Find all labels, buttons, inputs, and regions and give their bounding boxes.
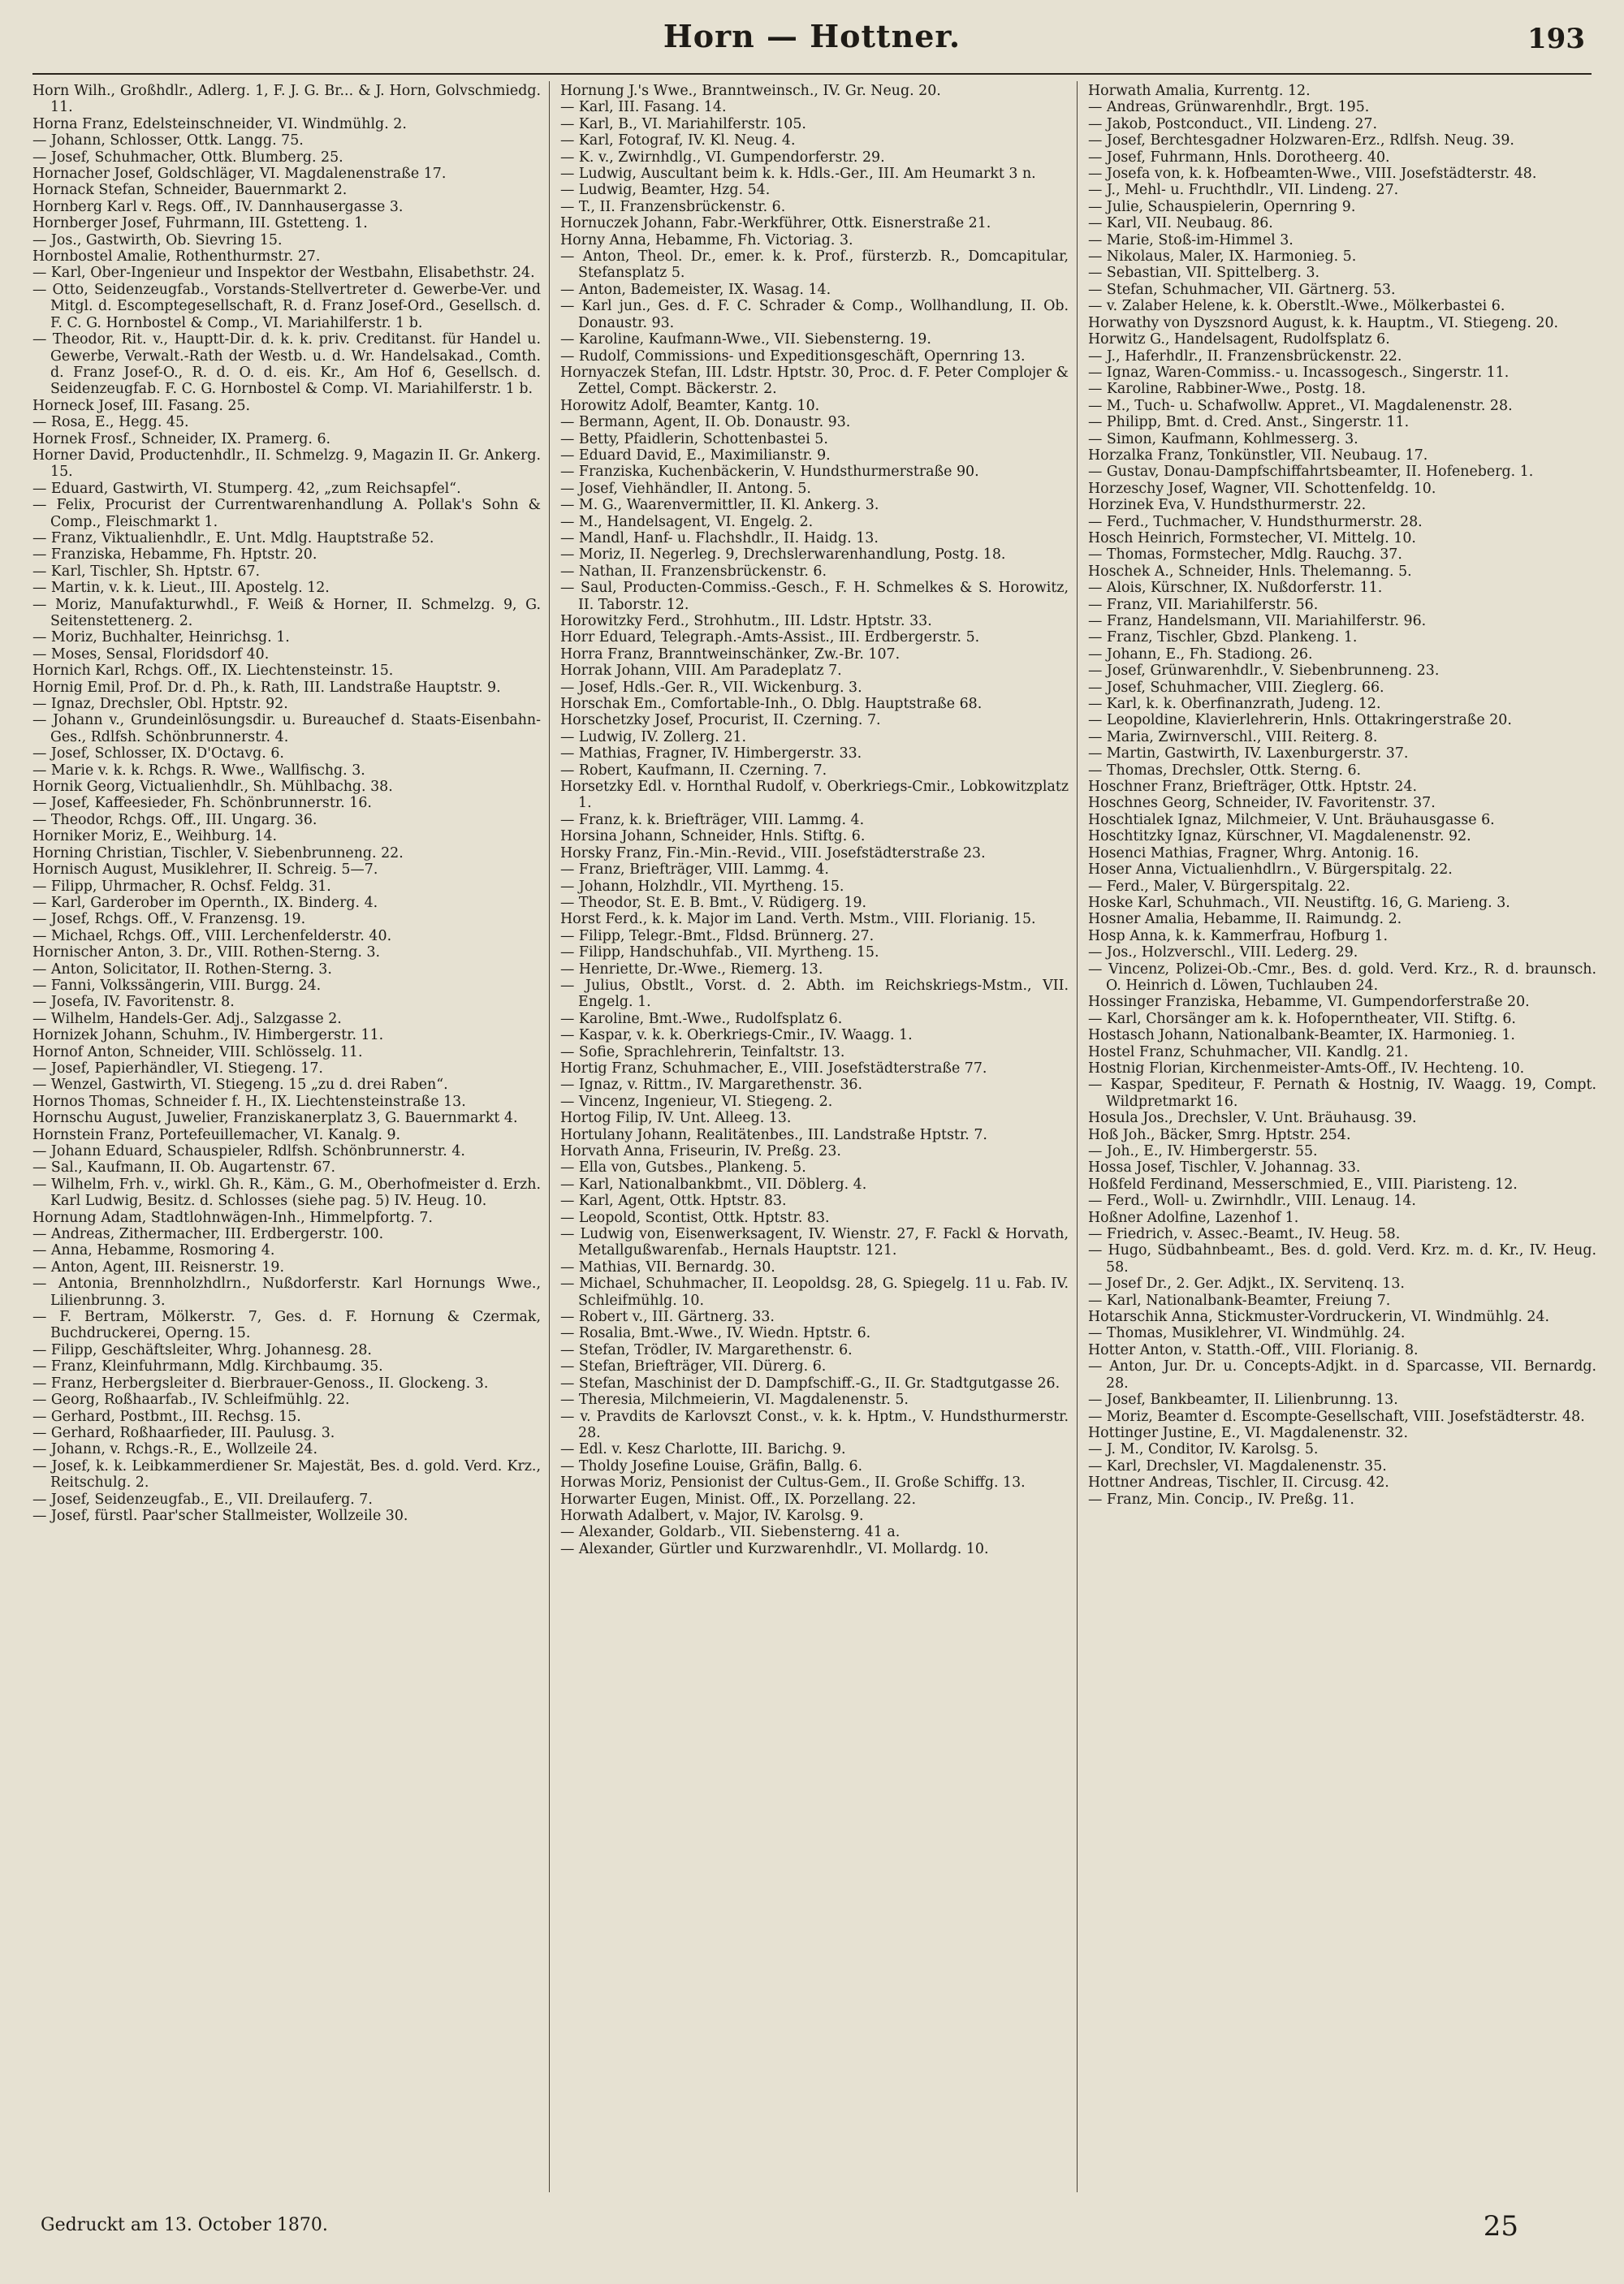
directory-entry: Hostel Franz, Schuhmacher, VII. Kandlg. 21.: [1088, 1043, 1409, 1060]
directory-entry: Horwath Amalia, Kurrentg. 12.: [1088, 83, 1311, 99]
directory-entry: Hossinger Franziska, Hebamme, VI. Gumpendorferstraße 20.: [1088, 994, 1530, 1011]
directory-entry: — Moriz, II. Negerleg. 9, Drechslerwarenhandlung, Postg. 18.: [560, 546, 1006, 563]
directory-entry: Hornisch August, Musiklehrer, II. Schreig. 5—7.: [32, 861, 378, 879]
page-footer: [32, 2210, 1592, 2251]
directory-entry: — Josef, Berchtesgadner Holzwaren-Erz., Rdlfsh. Neug. 39.: [1088, 132, 1514, 149]
directory-entry: — Eduard David, E., Maximilianstr. 9.: [560, 447, 831, 464]
directory-entry: — J., Haferhdlr., II. Franzensbrückenstr. 22.: [1088, 348, 1402, 365]
directory-entry: Horwas Moriz, Pensionist der Cultus-Gem., II. Große Schiffg. 13.: [560, 1474, 1026, 1492]
directory-entry: Hornich Karl, Rchgs. Off., IX. Liechtensteinstr. 15.: [32, 663, 394, 680]
directory-entry: — Karl jun., Ges. d. F. C. Schrader & Comp., Wollhandlung, II. Ob. Donaustr. 93.: [560, 298, 1069, 331]
directory-entry: — Sebastian, VII. Spittelberg. 3.: [1088, 265, 1320, 282]
directory-entry: Horzalka Franz, Tonkünstler, VII. Neubaug. 17.: [1088, 447, 1428, 464]
directory-entry: Hotarschik Anna, Stickmuster-Vordruckerin, VI. Windmühlg. 24.: [1088, 1309, 1550, 1326]
directory-entry: Horst Ferd., k. k. Major im Land. Verth. Mstm., VIII. Florianig. 15.: [560, 911, 1036, 928]
directory-entry: — Filipp, Handschuhfab., VII. Myrtheng. 15.: [560, 944, 879, 961]
directory-entry: — Ignaz, Drechsler, Obl. Hptstr. 92.: [32, 696, 288, 713]
directory-entry: Hornyaczek Stefan, III. Ldstr. Hptstr. 30, Proc. d. F. Peter Complojer & Zettel, Compt. Bäckerstr. 2.: [560, 364, 1069, 398]
directory-entry: — Josef, Schlosser, IX. D'Octavg. 6.: [32, 745, 284, 762]
directory-entry: — Karl, Drechsler, VI. Magdalenenstr. 35.: [1088, 1457, 1387, 1474]
directory-entry: — Simon, Kaufmann, Kohlmesserg. 3.: [1088, 430, 1358, 447]
directory-entry: — Anton, Jur. Dr. u. Concepts-Adjkt. in d. Sparcasse, VII. Bernardg. 28.: [1088, 1358, 1596, 1392]
directory-entry: Hottinger Justine, E., VI. Magdalenenstr. 32.: [1088, 1424, 1408, 1441]
directory-entry: — Maria, Zwirnverschl., VIII. Reiterg. 8.: [1088, 728, 1378, 745]
directory-entry: — Josef, Rchgs. Off., V. Franzensg. 19.: [32, 911, 306, 928]
directory-entry: — Karl, Garderober im Opernth., IX. Binderg. 4.: [32, 894, 378, 911]
directory-entry: Horowitz Adolf, Beamter, Kantg. 10.: [560, 397, 820, 414]
directory-entry: — Moriz, Beamter d. Escompte-Gesellschaft, VIII. Josefstädterstr. 48.: [1088, 1408, 1585, 1425]
directory-entry: Horvath Anna, Friseurin, IV. Preßg. 23.: [560, 1143, 841, 1159]
directory-entry: Horowitzky Ferd., Strohhutm., III. Ldstr. Hptstr. 33.: [560, 613, 932, 629]
directory-entry: — Theodor, St. E. B. Bmt., V. Rüdigerg. 19.: [560, 894, 867, 911]
directory-entry: Horniker Moriz, E., Weihburg. 14.: [32, 828, 278, 845]
directory-entry: Horner David, Productenhdlr., II. Schmelzg. 9, Magazin II. Gr. Ankerg. 15.: [32, 447, 541, 481]
directory-entry: — Tholdy Josefine Louise, Gräfin, Ballg. 6.: [560, 1457, 863, 1474]
directory-entry: — Alexander, Gürtler und Kurzwarenhdlr., VI. Mollardg. 10.: [560, 1540, 989, 1557]
directory-entry: — Jakob, Postconduct., VII. Lindeng. 27.: [1088, 115, 1378, 132]
directory-entry: — Johann, Holzhdlr., VII. Myrtheng. 15.: [560, 878, 844, 895]
directory-entry: — Franz, Tischler, Gbzd. Plankeng. 1.: [1088, 629, 1358, 646]
directory-entry: — Betty, Pfaidlerin, Schottenbastei 5.: [560, 430, 828, 447]
directory-entry: — J. M., Conditor, IV. Karolsg. 5.: [1088, 1441, 1319, 1458]
directory-entry: — Mandl, Hanf- u. Flachshdlr., II. Haidg. 13.: [560, 529, 879, 546]
directory-entry: Hornuczek Johann, Fabr.-Werkführer, Ottk. Eisnerstraße 21.: [560, 215, 991, 232]
directory-entry: — Mathias, VII. Bernardg. 30.: [560, 1259, 775, 1276]
directory-entry: Horn Wilh., Großhdlr., Adlerg. 1, F. J. G. Br... & J. Horn, Golvschmiedg. 11.: [32, 83, 541, 116]
directory-entry: — Moriz, Manufakturwhdl., F. Weiß & Horner, II. Schmelzg. 9, G. Seitenstettenerg. 2.: [32, 596, 541, 629]
directory-entry: — Thomas, Musiklehrer, VI. Windmühlg. 24.: [1088, 1325, 1406, 1342]
directory-entry: Hosula Jos., Drechsler, V. Unt. Bräuhausg. 39.: [1088, 1110, 1417, 1127]
directory-entry: Hoßner Adolfine, Lazenhof 1.: [1088, 1209, 1299, 1226]
directory-entry: — Franz, VII. Mariahilferstr. 56.: [1088, 596, 1319, 613]
directory-entry: — Karl, Ober-Ingenieur und Inspektor der Westbahn, Elisabethstr. 24.: [32, 265, 535, 282]
directory-entry: Hossa Josef, Tischler, V. Johannag. 33.: [1088, 1159, 1361, 1177]
directory-entry: Hoßfeld Ferdinand, Messerschmied, E., VIII. Piaristeng. 12.: [1088, 1176, 1518, 1193]
directory-entry: — Johann, E., Fh. Stadiong. 26.: [1088, 645, 1313, 663]
directory-entry: — Franz, Kleinfuhrmann, Mdlg. Kirchbaumg. 35.: [32, 1358, 383, 1375]
directory-entry: — Anton, Theol. Dr., emer. k. k. Prof., fürsterzb. R., Domcapitular, Stefansplatz 5.: [560, 248, 1069, 282]
directory-entry: Hoschnes Georg, Schneider, IV. Favoritenstr. 37.: [1088, 795, 1436, 812]
directory-entry: Hornschu August, Juwelier, Franziskanerplatz 3, G. Bauernmarkt 4.: [32, 1110, 518, 1127]
column-divider: [549, 81, 550, 2192]
directory-entry: — Otto, Seidenzeugfab., Vorstands-Stellvertreter d. Gewerbe-Ver. und Mitgl. d. Escomptegesellschaft, R. d. Franz Josef-Ord., Gesellsch. d. F. C. G. Hornbostel & Comp., VI. Mariahilferstr. 1 b.: [32, 281, 541, 331]
directory-entry: Hosp Anna, k. k. Kammerfrau, Hofburg 1.: [1088, 927, 1389, 944]
directory-entry: — Andreas, Grünwarenhdlr., Brgt. 195.: [1088, 99, 1370, 116]
directory-entry: Hornack Stefan, Schneider, Bauernmarkt 2.: [32, 182, 348, 199]
directory-entry: — Franz, k. k. Briefträger, VIII. Lammg. 4.: [560, 811, 865, 828]
directory-entry: Horneck Josef, III. Fasang. 25.: [32, 397, 251, 414]
directory-entry: — Georg, Roßhaarfab., IV. Schleifmühlg. 22.: [32, 1392, 350, 1409]
directory-entry: — Karoline, Bmt.-Wwe., Rudolfsplatz 6.: [560, 1010, 843, 1027]
directory-entry: — Filipp, Geschäftsleiter, Whrg. Johannesg. 28.: [32, 1341, 372, 1358]
directory-entry: — Stefan, Maschinist der D. Dampfschiff.-G., II. Gr. Stadtgutgasse 26.: [560, 1375, 1060, 1392]
directory-entry: — Josef Dr., 2. Ger. Adjkt., IX. Servitenq. 13.: [1088, 1276, 1405, 1293]
directory-entry: — Franz, Briefträger, VIII. Lammg. 4.: [560, 861, 829, 879]
directory-entry: — Theodor, Rit. v., Hauptt-Dir. d. k. k. priv. Creditanst. für Handel u. Gewerbe, Verwalt.-Rath der Westb. u. d. Wr. Handelsakad., Comth. d. Franz Josef-O., R. d. O. d. eis. Kr., Am Hof 6, Gesellsch. d. Seidenzeugfab. F. C. G. Hornbostel & Comp. VI. Mariahilferstr. 1 b.: [32, 331, 541, 398]
column-right: [1088, 83, 1596, 2194]
directory-entry: Horna Franz, Edelsteinschneider, VI. Windmühlg. 2.: [32, 115, 407, 132]
directory-entry: — Stefan, Schuhmacher, VII. Gärtnerg. 53.: [1088, 281, 1396, 298]
directory-entry: — Saul, Producten-Commiss.-Gesch., F. H. Schmelkes & S. Horowitz, II. Taborstr. 12.: [560, 580, 1069, 613]
directory-entry: — Josef, Kaffeesieder, Fh. Schönbrunnerstr. 16.: [32, 795, 372, 812]
directory-entry: Hosch Heinrich, Formstecher, VI. Mittelg. 10.: [1088, 529, 1416, 546]
directory-entry: — Ferd., Maler, V. Bürgerspitalg. 22.: [1088, 878, 1350, 895]
directory-entry: — Josef, Papierhändler, VI. Stiegeng. 17.: [32, 1060, 323, 1077]
directory-entry: — M. G., Waarenvermittler, II. Kl. Ankerg. 3.: [560, 497, 879, 514]
directory-entry: — Theresia, Milchmeierin, VI. Magdalenenstr. 5.: [560, 1392, 909, 1409]
directory-entry: — Karl, Nationalbankbmt., VII. Döblerg. 4.: [560, 1176, 867, 1193]
directory-entry: — Michael, Schuhmacher, II. Leopoldsg. 28, G. Spiegelg. 11 u. Fab. IV. Schleifmühlg. 10.: [560, 1276, 1069, 1309]
directory-entry: — Thomas, Drechsler, Ottk. Sterng. 6.: [1088, 762, 1362, 779]
directory-entry: — Karl, Fotograf, IV. Kl. Neug. 4.: [560, 132, 796, 149]
directory-entry: Hostnig Florian, Kirchenmeister-Amts-Off., IV. Hechteng. 10.: [1088, 1060, 1525, 1077]
directory-entry: — Ferd., Tuchmacher, V. Hundsthurmerstr. 28.: [1088, 513, 1423, 530]
directory-entry: Horwitz G., Handelsagent, Rudolfsplatz 6.: [1088, 331, 1390, 348]
directory-entry: — Alexander, Goldarb., VII. Siebensterng. 41 a.: [560, 1524, 901, 1541]
directory-entry: — Karl, Tischler, Sh. Hptstr. 67.: [32, 563, 261, 580]
directory-entry: — Karl, III. Fasang. 14.: [560, 99, 727, 116]
directory-entry: Hornek Frosf., Schneider, IX. Pramerg. 6.: [32, 430, 331, 447]
column-divider: [1077, 81, 1078, 2192]
directory-entry: — Franz, Handelsmann, VII. Mariahilferstr. 96.: [1088, 613, 1427, 629]
directory-entry: Hornischer Anton, 3. Dr., VIII. Rothen-Sterng. 3.: [32, 944, 381, 961]
directory-entry: Hornberger Josef, Fuhrmann, III. Gstetteng. 1.: [32, 215, 368, 232]
directory-entry: — Josef, Hdls.-Ger. R., VII. Wickenburg. 3.: [560, 679, 862, 696]
directory-entry: — Franziska, Kuchenbäckerin, V. Hundsthurmerstraße 90.: [560, 464, 979, 481]
directory-entry: Horsetzky Edl. v. Hornthal Rudolf, v. Oberkriegs-Cmir., Lobkowitzplatz 1.: [560, 779, 1069, 812]
directory-entry: — Jos., Gastwirth, Ob. Sievring 15.: [32, 231, 283, 248]
directory-entry: Horr Eduard, Telegraph.-Amts-Assist., III. Erdbergerstr. 5.: [560, 629, 980, 646]
directory-entry: — Karl, B., VI. Mariahilferstr. 105.: [560, 115, 806, 132]
directory-entry: — Kaspar, v. k. k. Oberkriegs-Cmir., IV. Waagg. 1.: [560, 1027, 913, 1044]
directory-entry: Horzeschy Josef, Wagner, VII. Schottenfeldg. 10.: [1088, 480, 1436, 497]
directory-entry: — Ludwig, Beamter, Hzg. 54.: [560, 182, 771, 199]
directory-entry: — Nathan, II. Franzensbrückenstr. 6.: [560, 563, 827, 580]
directory-entry: Horwath Adalbert, v. Major, IV. Karolsg. 9.: [560, 1507, 864, 1524]
directory-entry: — Philipp, Bmt. d. Cred. Anst., Singerstr. 11.: [1088, 414, 1410, 431]
directory-entry: — Hugo, Südbahnbeamt., Bes. d. gold. Verd. Krz. m. d. Kr., IV. Heug. 58.: [1088, 1242, 1596, 1276]
directory-entry: Hornbostel Amalie, Rothenthurmstr. 27.: [32, 248, 321, 266]
directory-entry: — Marie, Stoß-im-Himmel 3.: [1088, 231, 1294, 248]
directory-entry: Hortog Filip, IV. Unt. Alleeg. 13.: [560, 1110, 792, 1127]
directory-entry: — M., Handelsagent, VI. Engelg. 2.: [560, 513, 814, 530]
directory-entry: Hoschek A., Schneider, Hnls. Thelemanng. 5.: [1088, 563, 1412, 580]
directory-entry: — Fanni, Volkssängerin, VIII. Burgg. 24.: [32, 977, 322, 994]
directory-entry: — Mathias, Fragner, IV. Himbergerstr. 33.: [560, 745, 862, 762]
directory-entry: — Josef, Viehhändler, II. Antong. 5.: [560, 480, 811, 497]
directory-entry: — Wilhelm, Frh. v., wirkl. Gh. R., Käm., G. M., Oberhofmeister d. Erzh. Karl Ludwig, Besitz. d. Schlosses (siehe pag. 5) IV. Heug. 10.: [32, 1176, 541, 1210]
directory-entry: Horrak Johann, VIII. Am Paradeplatz 7.: [560, 663, 842, 680]
directory-entry: — Anna, Hebamme, Rosmoring 4.: [32, 1242, 275, 1259]
directory-entry: — Marie v. k. k. Rchgs. R. Wwe., Wallfischg. 3.: [32, 762, 365, 779]
directory-entry: — T., II. Franzensbrückenstr. 6.: [560, 198, 786, 215]
directory-entry: — Franz, Viktualienhdlr., E. Unt. Mdlg. Hauptstraße 52.: [32, 529, 434, 546]
directory-entry: — Vincenz, Polizei-Ob.-Cmr., Bes. d. gold. Verd. Krz., R. d. braunsch. O. Heinrich d. Löwen, Tuchlauben 24.: [1088, 961, 1596, 994]
directory-entry: Hornizek Johann, Schuhm., IV. Himbergerstr. 11.: [32, 1027, 384, 1044]
column-middle: [560, 83, 1069, 2194]
directory-entry: — Franziska, Hebamme, Fh. Hptstr. 20.: [32, 546, 317, 563]
directory-entry: Hornik Georg, Victualienhdlr., Sh. Mühlbachg. 38.: [32, 779, 393, 796]
directory-entry: Hoß Joh., Bäcker, Smrg. Hptstr. 254.: [1088, 1126, 1351, 1143]
directory-entry: Hornstein Franz, Portefeuillemacher, VI. Kanalg. 9.: [32, 1126, 401, 1143]
directory-entry: — v. Pravdits de Karlovszt Const., v. k. k. Hptm., V. Hundsthurmerstr. 28.: [560, 1408, 1069, 1441]
directory-entry: Hosner Amalia, Hebamme, II. Raimundg. 2.: [1088, 911, 1402, 928]
directory-entry: — Johann, v. Rchgs.-R., E., Wollzeile 24.: [32, 1441, 317, 1458]
directory-entry: — Filipp, Telegr.-Bmt., Fldsd. Brünnerg. 27.: [560, 927, 875, 944]
directory-entry: — Ignaz, v. Rittm., IV. Margarethenstr. 36.: [560, 1077, 862, 1094]
page-title: Horn — Hottner.: [663, 18, 961, 54]
directory-entry: — Martin, v. k. k. Lieut., III. Apostelg. 12.: [32, 580, 330, 597]
directory-entry: — Johann v., Grundeinlösungsdir. u. Bureauchef d. Staats-Eisenbahn-Ges., Rdlfsh. Schönbrunnerstr. 4.: [32, 712, 541, 745]
directory-entry: — Gerhard, Postbmt., III. Rechsg. 15.: [32, 1408, 301, 1425]
directory-entry: — Robert, Kaufmann, II. Czerning. 7.: [560, 762, 827, 779]
directory-entry: — Rudolf, Commissions- und Expeditionsgeschäft, Opernring 13.: [560, 348, 1026, 365]
directory-entry: Horwathy von Dyszsnord August, k. k. Hauptm., VI. Stiegeng. 20.: [1088, 314, 1559, 331]
directory-entry: — Antonia, Brennholzhdlrn., Nußdorferstr. Karl Hornungs Wwe., Lilienbrunng. 3.: [32, 1276, 541, 1309]
directory-entry: — Gerhard, Roßhaarfieder, III. Paulusg. 3.: [32, 1424, 335, 1441]
page-number: 193: [1527, 23, 1585, 55]
directory-entry: — Josef, Schuhmacher, Ottk. Blumberg. 25.: [32, 149, 343, 166]
directory-entry: — Robert v., III. Gärtnerg. 33.: [560, 1309, 775, 1326]
directory-entry: — M., Tuch- u. Schafwollw. Appret., VI. Magdalenenstr. 28.: [1088, 397, 1513, 414]
directory-entry: — Karl, VII. Neubaug. 86.: [1088, 215, 1273, 232]
directory-entry: Hoschner Franz, Briefträger, Ottk. Hptstr. 24.: [1088, 779, 1418, 796]
directory-entry: — Michael, Rchgs. Off., VIII. Lerchenfelderstr. 40.: [32, 927, 392, 944]
directory-entry: — Friedrich, v. Assec.-Beamt., IV. Heug. 58.: [1088, 1226, 1401, 1243]
directory-entry: — Julius, Obstlt., Vorst. d. 2. Abth. im Reichskriegs-Mstm., VII. Engelg. 1.: [560, 977, 1069, 1011]
directory-entry: — Gustav, Donau-Dampfschiffahrtsbeamter, II. Hofeneberg. 1.: [1088, 464, 1534, 481]
directory-entry: — Leopold, Scontist, Ottk. Hptstr. 83.: [560, 1209, 830, 1226]
directory-entry: — K. v., Zwirnhdlg., VI. Gumpendorferstr. 29.: [560, 149, 885, 166]
directory-entry: — Ludwig von, Eisenwerksagent, IV. Wienstr. 27, F. Fackl & Horvath, Metallgußwarenfab., Hernals Hauptstr. 121.: [560, 1226, 1069, 1259]
directory-entry: — Stefan, Trödler, IV. Margarethenstr. 6.: [560, 1341, 853, 1358]
directory-entry: — Rosa, E., Hegg. 45.: [32, 414, 189, 431]
directory-entry: Horning Christian, Tischler, V. Siebenbrunneng. 22.: [32, 844, 404, 861]
directory-entry: — Filipp, Uhrmacher, R. Ochsf. Feldg. 31.: [32, 878, 331, 895]
directory-entry: — Nikolaus, Maler, IX. Harmonieg. 5.: [1088, 248, 1357, 266]
directory-entry: Horzinek Eva, V. Hundsthurmerstr. 22.: [1088, 497, 1367, 514]
directory-entry: — Theodor, Rchgs. Off., III. Ungarg. 36.: [32, 811, 317, 828]
header-rule: [32, 73, 1592, 75]
directory-entry: Hottner Andreas, Tischler, II. Circusg. 42.: [1088, 1474, 1389, 1492]
directory-entry: Hotter Anton, v. Statth.-Off., VIII. Florianig. 8.: [1088, 1341, 1419, 1358]
directory-entry: — Bermann, Agent, II. Ob. Donaustr. 93.: [560, 414, 851, 431]
directory-entry: — Karl, Nationalbank-Beamter, Freiung 7.: [1088, 1292, 1391, 1309]
directory-entry: — Felix, Procurist der Currentwarenhandlung A. Pollak's Sohn & Comp., Fleischmarkt 1.: [32, 497, 541, 530]
sheet-signature: 25: [1483, 2210, 1518, 2243]
directory-entry: Horwarter Eugen, Minist. Off., IX. Porzellang. 22.: [560, 1491, 916, 1508]
directory-entry: — v. Zalaber Helene, k. k. Oberstlt.-Wwe., Mölkerbastei 6.: [1088, 298, 1505, 315]
directory-entry: — Edl. v. Kesz Charlotte, III. Barichg. 9.: [560, 1441, 846, 1458]
page-header: [0, 18, 1624, 67]
directory-entry: — Eduard, Gastwirth, VI. Stumperg. 42, „zum Reichsapfel“.: [32, 480, 461, 497]
directory-entry: — Karoline, Rabbiner-Wwe., Postg. 18.: [1088, 381, 1367, 398]
directory-entry: — Moriz, Buchhalter, Heinrichsg. 1.: [32, 629, 290, 646]
directory-entry: — Wenzel, Gastwirth, VI. Stiegeng. 15 „zu d. drei Raben“.: [32, 1077, 448, 1094]
directory-entry: — Henriette, Dr.-Wwe., Riemerg. 13.: [560, 961, 823, 978]
directory-entry: — Josefa von, k. k. Hofbeamten-Wwe., VIII. Josefstädterstr. 48.: [1088, 166, 1537, 183]
directory-entry: — Julie, Schauspielerin, Opernring 9.: [1088, 198, 1356, 215]
directory-entry: Horschetzky Josef, Procurist, II. Czerning. 7.: [560, 712, 881, 729]
directory-entry: — Ignaz, Waren-Commiss.- u. Incassogesch., Singerstr. 11.: [1088, 364, 1510, 381]
directory-entry: Hortig Franz, Schuhmacher, E., VIII. Josefstädterstraße 77.: [560, 1060, 987, 1077]
directory-entry: — Karoline, Kaufmann-Wwe., VII. Siebensterng. 19.: [560, 331, 931, 348]
directory-entry: — Kaspar, Spediteur, F. Pernath & Hostnig, IV. Waagg. 19, Compt. Wildpretmarkt 16.: [1088, 1077, 1596, 1110]
directory-entry: — Anton, Agent, III. Reisnerstr. 19.: [32, 1259, 284, 1276]
directory-entry: — Josef, Schuhmacher, VIII. Zieglerg. 66.: [1088, 679, 1384, 696]
directory-entry: Hornig Emil, Prof. Dr. d. Ph., k. Rath, III. Landstraße Hauptstr. 9.: [32, 679, 501, 696]
directory-entry: — Karl, Agent, Ottk. Hptstr. 83.: [560, 1193, 787, 1210]
directory-entry: — Anton, Solicitator, II. Rothen-Sterng. 3.: [32, 961, 332, 978]
directory-entry: — Moses, Sensal, Floridsdorf 40.: [32, 645, 270, 663]
directory-entry: Hornberg Karl v. Regs. Off., IV. Dannhausergasse 3.: [32, 198, 404, 215]
directory-entry: Hoschtitzky Ignaz, Kürschner, VI. Magdalenenstr. 92.: [1088, 828, 1471, 845]
directory-entry: — Alois, Kürschner, IX. Nußdorferstr. 11.: [1088, 580, 1383, 597]
directory-entry: — Josef, k. k. Leibkammerdiener Sr. Majestät, Bes. d. gold. Verd. Krz., Reitschulg. 2.: [32, 1457, 541, 1492]
directory-entry: — Anton, Bademeister, IX. Wasag. 14.: [560, 281, 831, 298]
directory-entry: — Johann Eduard, Schauspieler, Rdlfsh. Schönbrunnerstr. 4.: [32, 1143, 465, 1159]
directory-entry: Hornos Thomas, Schneider f. H., IX. Liechtensteinstraße 13.: [32, 1093, 466, 1110]
directory-entry: — Andreas, Zithermacher, III. Erdbergerstr. 100.: [32, 1226, 384, 1243]
directory-entry: Horsky Franz, Fin.-Min.-Revid., VIII. Josefstädterstraße 23.: [560, 844, 986, 861]
directory-entry: — Ludwig, IV. Zollerg. 21.: [560, 728, 747, 745]
directory-entry: — Sofie, Sprachlehrerin, Teinfaltstr. 13.: [560, 1043, 845, 1060]
directory-entry: — Wilhelm, Handels-Ger. Adj., Salzgasse 2.: [32, 1010, 342, 1027]
directory-entry: — Sal., Kaufmann, II. Ob. Augartenstr. 67.: [32, 1159, 335, 1177]
directory-entry: — Johann, Schlosser, Ottk. Langg. 75.: [32, 132, 304, 149]
directory-entry: — Ferd., Woll- u. Zwirnhdlr., VIII. Lenaug. 14.: [1088, 1193, 1416, 1210]
directory-entry: — Ella von, Gutsbes., Plankeng. 5.: [560, 1159, 806, 1177]
directory-entry: — Thomas, Formstecher, Mdlg. Rauchg. 37.: [1088, 546, 1402, 563]
directory-entry: — Josef, fürstl. Paar'scher Stallmeister, Wollzeile 30.: [32, 1507, 408, 1524]
directory-entry: — Ludwig, Auscultant beim k. k. Hdls.-Ger., III. Am Heumarkt 3 n.: [560, 166, 1036, 183]
directory-entry: — Jos., Holzverschl., VIII. Lederg. 29.: [1088, 944, 1358, 961]
directory-entry: Horschak Em., Comfortable-Inh., O. Dblg. Hauptstraße 68.: [560, 696, 983, 713]
directory-entry: Hornof Anton, Schneider, VIII. Schlösselg. 11.: [32, 1043, 363, 1060]
directory-entry: Hortulany Johann, Realitätenbes., III. Landstraße Hptstr. 7.: [560, 1126, 987, 1143]
directory-entry: — J., Mehl- u. Fruchthdlr., VII. Lindeng. 27.: [1088, 182, 1399, 199]
directory-entry: Hornung Adam, Stadtlohnwägen-Inh., Himmelpfortg. 7.: [32, 1209, 433, 1226]
directory-entry: — Karl, Chorsänger am k. k. Hofoperntheater, VII. Stiftg. 6.: [1088, 1010, 1516, 1027]
directory-entry: — Josefa, IV. Favoritenstr. 8.: [32, 994, 235, 1011]
directory-entry: Hoschtialek Ignaz, Milchmeier, V. Unt. Bräuhausgasse 6.: [1088, 811, 1495, 828]
directory-entry: — Karl, k. k. Oberfinanzrath, Judeng. 12.: [1088, 696, 1381, 713]
directory-entry: — Vincenz, Ingenieur, VI. Stiegeng. 2.: [560, 1093, 833, 1110]
directory-entry: — Franz, Herbergsleiter d. Bierbrauer-Genoss., II. Glockeng. 3.: [32, 1375, 489, 1392]
directory-entry: — Josef, Seidenzeugfab., E., VII. Dreilauferg. 7.: [32, 1491, 373, 1508]
directory-entry: Hoske Karl, Schuhmach., VII. Neustiftg. 16, G. Marieng. 3.: [1088, 894, 1510, 911]
directory-entry: — Josef, Grünwarenhdlr., V. Siebenbrunneng. 23.: [1088, 663, 1440, 680]
directory-entry: Hosenci Mathias, Fragner, Whrg. Antonig. 16.: [1088, 844, 1419, 861]
directory-entry: — Stefan, Briefträger, VII. Dürerg. 6.: [560, 1358, 827, 1375]
directory-entry: Hostasch Johann, Nationalbank-Beamter, IX. Harmonieg. 1.: [1088, 1027, 1515, 1044]
print-date: Gedruckt am 13. October 1870.: [41, 2215, 328, 2235]
directory-entry: Horra Franz, Branntweinschänker, Zw.-Br. 107.: [560, 645, 901, 663]
directory-entry: Horsina Johann, Schneider, Hnls. Stiftg. 6.: [560, 828, 866, 845]
directory-entry: — Franz, Min. Concip., IV. Preßg. 11.: [1088, 1491, 1354, 1508]
directory-entry: Hornacher Josef, Goldschläger, VI. Magdalenenstraße 17.: [32, 166, 447, 183]
directory-entry: — Martin, Gastwirth, IV. Laxenburgerstr. 37.: [1088, 745, 1409, 762]
directory-entry: — Josef, Fuhrmann, Hnls. Dorotheerg. 40.: [1088, 149, 1390, 166]
directory-entry: — F. Bertram, Mölkerstr. 7, Ges. d. F. Hornung & Czermak, Buchdruckerei, Operng. 15.: [32, 1309, 541, 1342]
directory-entry: Horny Anna, Hebamme, Fh. Victoriag. 3.: [560, 231, 853, 248]
directory-entry: — Leopoldine, Klavierlehrerin, Hnls. Ottakringerstraße 20.: [1088, 712, 1512, 729]
directory-entry: — Joh., E., IV. Himbergerstr. 55.: [1088, 1143, 1318, 1159]
directory-entry: Hornung J.'s Wwe., Branntweinsch., IV. Gr. Neug. 20.: [560, 83, 941, 99]
directory-entry: — Rosalia, Bmt.-Wwe., IV. Wiedn. Hptstr. 6.: [560, 1325, 871, 1342]
directory-entry: Hoser Anna, Victualienhdlrn., V. Bürgerspitalg. 22.: [1088, 861, 1453, 879]
column-left: [32, 83, 541, 2194]
directory-entry: — Josef, Bankbeamter, II. Lilienbrunng. 13.: [1088, 1392, 1398, 1409]
